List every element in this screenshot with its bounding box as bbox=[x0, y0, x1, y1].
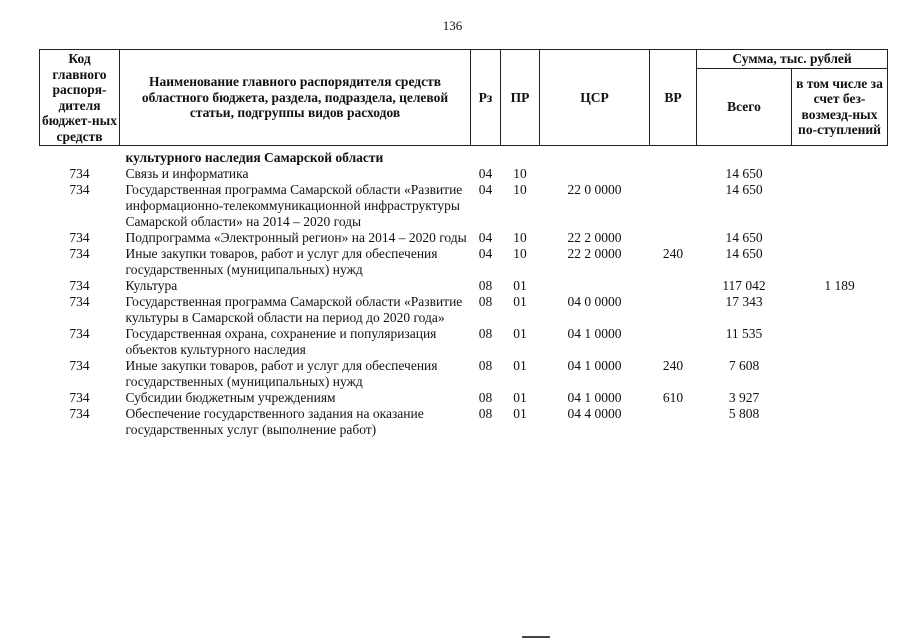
cell-vr bbox=[650, 230, 697, 246]
cell-incl bbox=[792, 326, 888, 358]
header-pr: ПР bbox=[501, 50, 540, 146]
header-rz: Рз bbox=[471, 50, 501, 146]
cell-pr: 01 bbox=[513, 294, 527, 309]
cell-name: Обеспечение государственного задания на оказание государственных услуг (выполнение работ) bbox=[125, 406, 424, 437]
cell-csr: 04 0 0000 bbox=[567, 294, 622, 309]
cell-incl bbox=[792, 406, 888, 438]
cell-code: 734 bbox=[69, 406, 90, 421]
cell-csr: 22 0 0000 bbox=[567, 182, 622, 197]
header-incl: в том числе за счет без-возмезд-ных по-ступлений bbox=[792, 68, 888, 146]
cell-vr bbox=[650, 326, 697, 358]
cell-rz: 04 bbox=[478, 246, 493, 261]
table-row bbox=[40, 182, 888, 230]
cell-pr: 01 bbox=[513, 278, 527, 293]
cell-incl bbox=[792, 390, 888, 406]
table-header bbox=[40, 50, 888, 146]
table-row bbox=[40, 230, 888, 246]
table-body bbox=[40, 146, 888, 439]
cell-incl bbox=[792, 146, 888, 167]
cell-rz: 08 bbox=[478, 326, 493, 341]
cell-total: 5 808 bbox=[728, 406, 760, 421]
header-csr: ЦСР bbox=[540, 50, 650, 146]
cell-csr: 04 1 0000 bbox=[567, 326, 622, 341]
cell-vr bbox=[650, 406, 697, 438]
header-name: Наименование главного распорядителя средств областного бюджета, раздела, подраздела, целевой статьи, подгруппы видов расходов bbox=[120, 50, 471, 146]
cell-code: 734 bbox=[69, 326, 90, 341]
cell-code: 734 bbox=[69, 166, 90, 181]
cell-name: Субсидии бюджетным учреждениям bbox=[125, 390, 336, 405]
cell-total: 17 343 bbox=[725, 294, 763, 309]
cell-total: 11 535 bbox=[725, 326, 763, 341]
cell-vr bbox=[650, 182, 697, 230]
page-edge-mark bbox=[522, 636, 550, 638]
table-row bbox=[40, 406, 888, 438]
cell-rz: 04 bbox=[478, 166, 493, 181]
cell-csr: 22 2 0000 bbox=[567, 246, 622, 261]
cell-vr: 240 bbox=[662, 246, 684, 261]
cell-incl bbox=[792, 246, 888, 278]
header-total: Всего bbox=[697, 68, 792, 146]
cell-total: 14 650 bbox=[725, 182, 763, 197]
cell-pr: 01 bbox=[513, 406, 527, 421]
cell-incl bbox=[792, 166, 888, 182]
cell-rz: 04 bbox=[478, 182, 493, 197]
table-row bbox=[40, 358, 888, 390]
cell-pr: 10 bbox=[513, 182, 527, 197]
cell-total: 14 650 bbox=[725, 230, 763, 245]
cell-pr: 10 bbox=[513, 166, 527, 181]
cell-pr bbox=[501, 146, 540, 167]
cell-code: 734 bbox=[69, 358, 90, 373]
cell-csr bbox=[540, 146, 650, 167]
cell-name: Связь и информатика bbox=[125, 166, 249, 181]
cell-csr bbox=[540, 278, 650, 294]
header-vr: ВР bbox=[650, 50, 697, 146]
cell-vr bbox=[650, 294, 697, 326]
cell-csr: 04 4 0000 bbox=[567, 406, 622, 421]
table-row bbox=[40, 146, 888, 167]
cell-total: 14 650 bbox=[725, 166, 763, 181]
cell-incl: 1 189 bbox=[824, 278, 855, 293]
cell-code: 734 bbox=[69, 390, 90, 405]
cell-rz: 08 bbox=[478, 390, 493, 405]
cell-total: 117 042 bbox=[722, 278, 766, 293]
cell-name: культурного наследия Самарской области bbox=[125, 150, 384, 165]
cell-name: Государственная охрана, сохранение и популяризация объектов культурного наследия bbox=[125, 326, 437, 357]
cell-name: Государственная программа Самарской области «Развитие информационно-телекоммуникационной инфраструктуры Самарской области» на 2014 – 2020 годы bbox=[125, 182, 463, 229]
cell-vr bbox=[650, 146, 697, 167]
cell-total bbox=[697, 146, 792, 167]
cell-incl bbox=[792, 182, 888, 230]
cell-rz: 08 bbox=[478, 406, 493, 421]
table-row bbox=[40, 246, 888, 278]
table-row bbox=[40, 390, 888, 406]
cell-csr: 22 2 0000 bbox=[567, 230, 622, 245]
cell-rz: 08 bbox=[478, 358, 493, 373]
cell-total: 7 608 bbox=[728, 358, 760, 373]
cell-code: 734 bbox=[69, 230, 90, 245]
cell-code: 734 bbox=[69, 246, 90, 261]
cell-csr: 04 1 0000 bbox=[567, 358, 622, 373]
cell-name: Иные закупки товаров, работ и услуг для обеспечения государственных (муниципальных) нужд bbox=[125, 358, 438, 389]
header-sum: Сумма, тыс. рублей bbox=[697, 50, 888, 69]
cell-incl bbox=[792, 358, 888, 390]
cell-total: 3 927 bbox=[728, 390, 760, 405]
cell-rz: 04 bbox=[478, 230, 493, 245]
cell-csr bbox=[540, 166, 650, 182]
cell-total: 14 650 bbox=[725, 246, 763, 261]
cell-name: Государственная программа Самарской области «Развитие культуры в Самарской области на период до 2020 года» bbox=[125, 294, 463, 325]
cell-name: Подпрограмма «Электронный регион» на 2014 – 2020 годы bbox=[125, 230, 467, 245]
cell-vr: 240 bbox=[662, 358, 684, 373]
cell-rz: 08 bbox=[478, 278, 493, 293]
cell-name: Иные закупки товаров, работ и услуг для обеспечения государственных (муниципальных) нужд bbox=[125, 246, 438, 277]
page-number: 136 bbox=[442, 18, 463, 33]
cell-incl bbox=[792, 230, 888, 246]
cell-rz bbox=[471, 146, 501, 167]
cell-pr: 10 bbox=[513, 246, 527, 261]
cell-pr: 01 bbox=[513, 390, 527, 405]
cell-name: Культура bbox=[125, 278, 178, 293]
cell-incl bbox=[792, 294, 888, 326]
table-row bbox=[40, 166, 888, 182]
cell-code bbox=[40, 146, 120, 167]
cell-csr: 04 1 0000 bbox=[567, 390, 622, 405]
cell-vr bbox=[650, 278, 697, 294]
cell-vr bbox=[650, 166, 697, 182]
table-row bbox=[40, 294, 888, 326]
cell-code: 734 bbox=[69, 278, 90, 293]
table-row bbox=[40, 326, 888, 358]
cell-code: 734 bbox=[69, 294, 90, 309]
cell-pr: 01 bbox=[513, 358, 527, 373]
table-row bbox=[40, 278, 888, 294]
cell-rz: 08 bbox=[478, 294, 493, 309]
cell-vr: 610 bbox=[662, 390, 684, 405]
cell-code: 734 bbox=[69, 182, 90, 197]
header-code: Код главного распоря-дителя бюджет-ных средств bbox=[40, 50, 120, 146]
cell-pr: 01 bbox=[513, 326, 527, 341]
budget-table bbox=[39, 49, 888, 438]
cell-pr: 10 bbox=[513, 230, 527, 245]
